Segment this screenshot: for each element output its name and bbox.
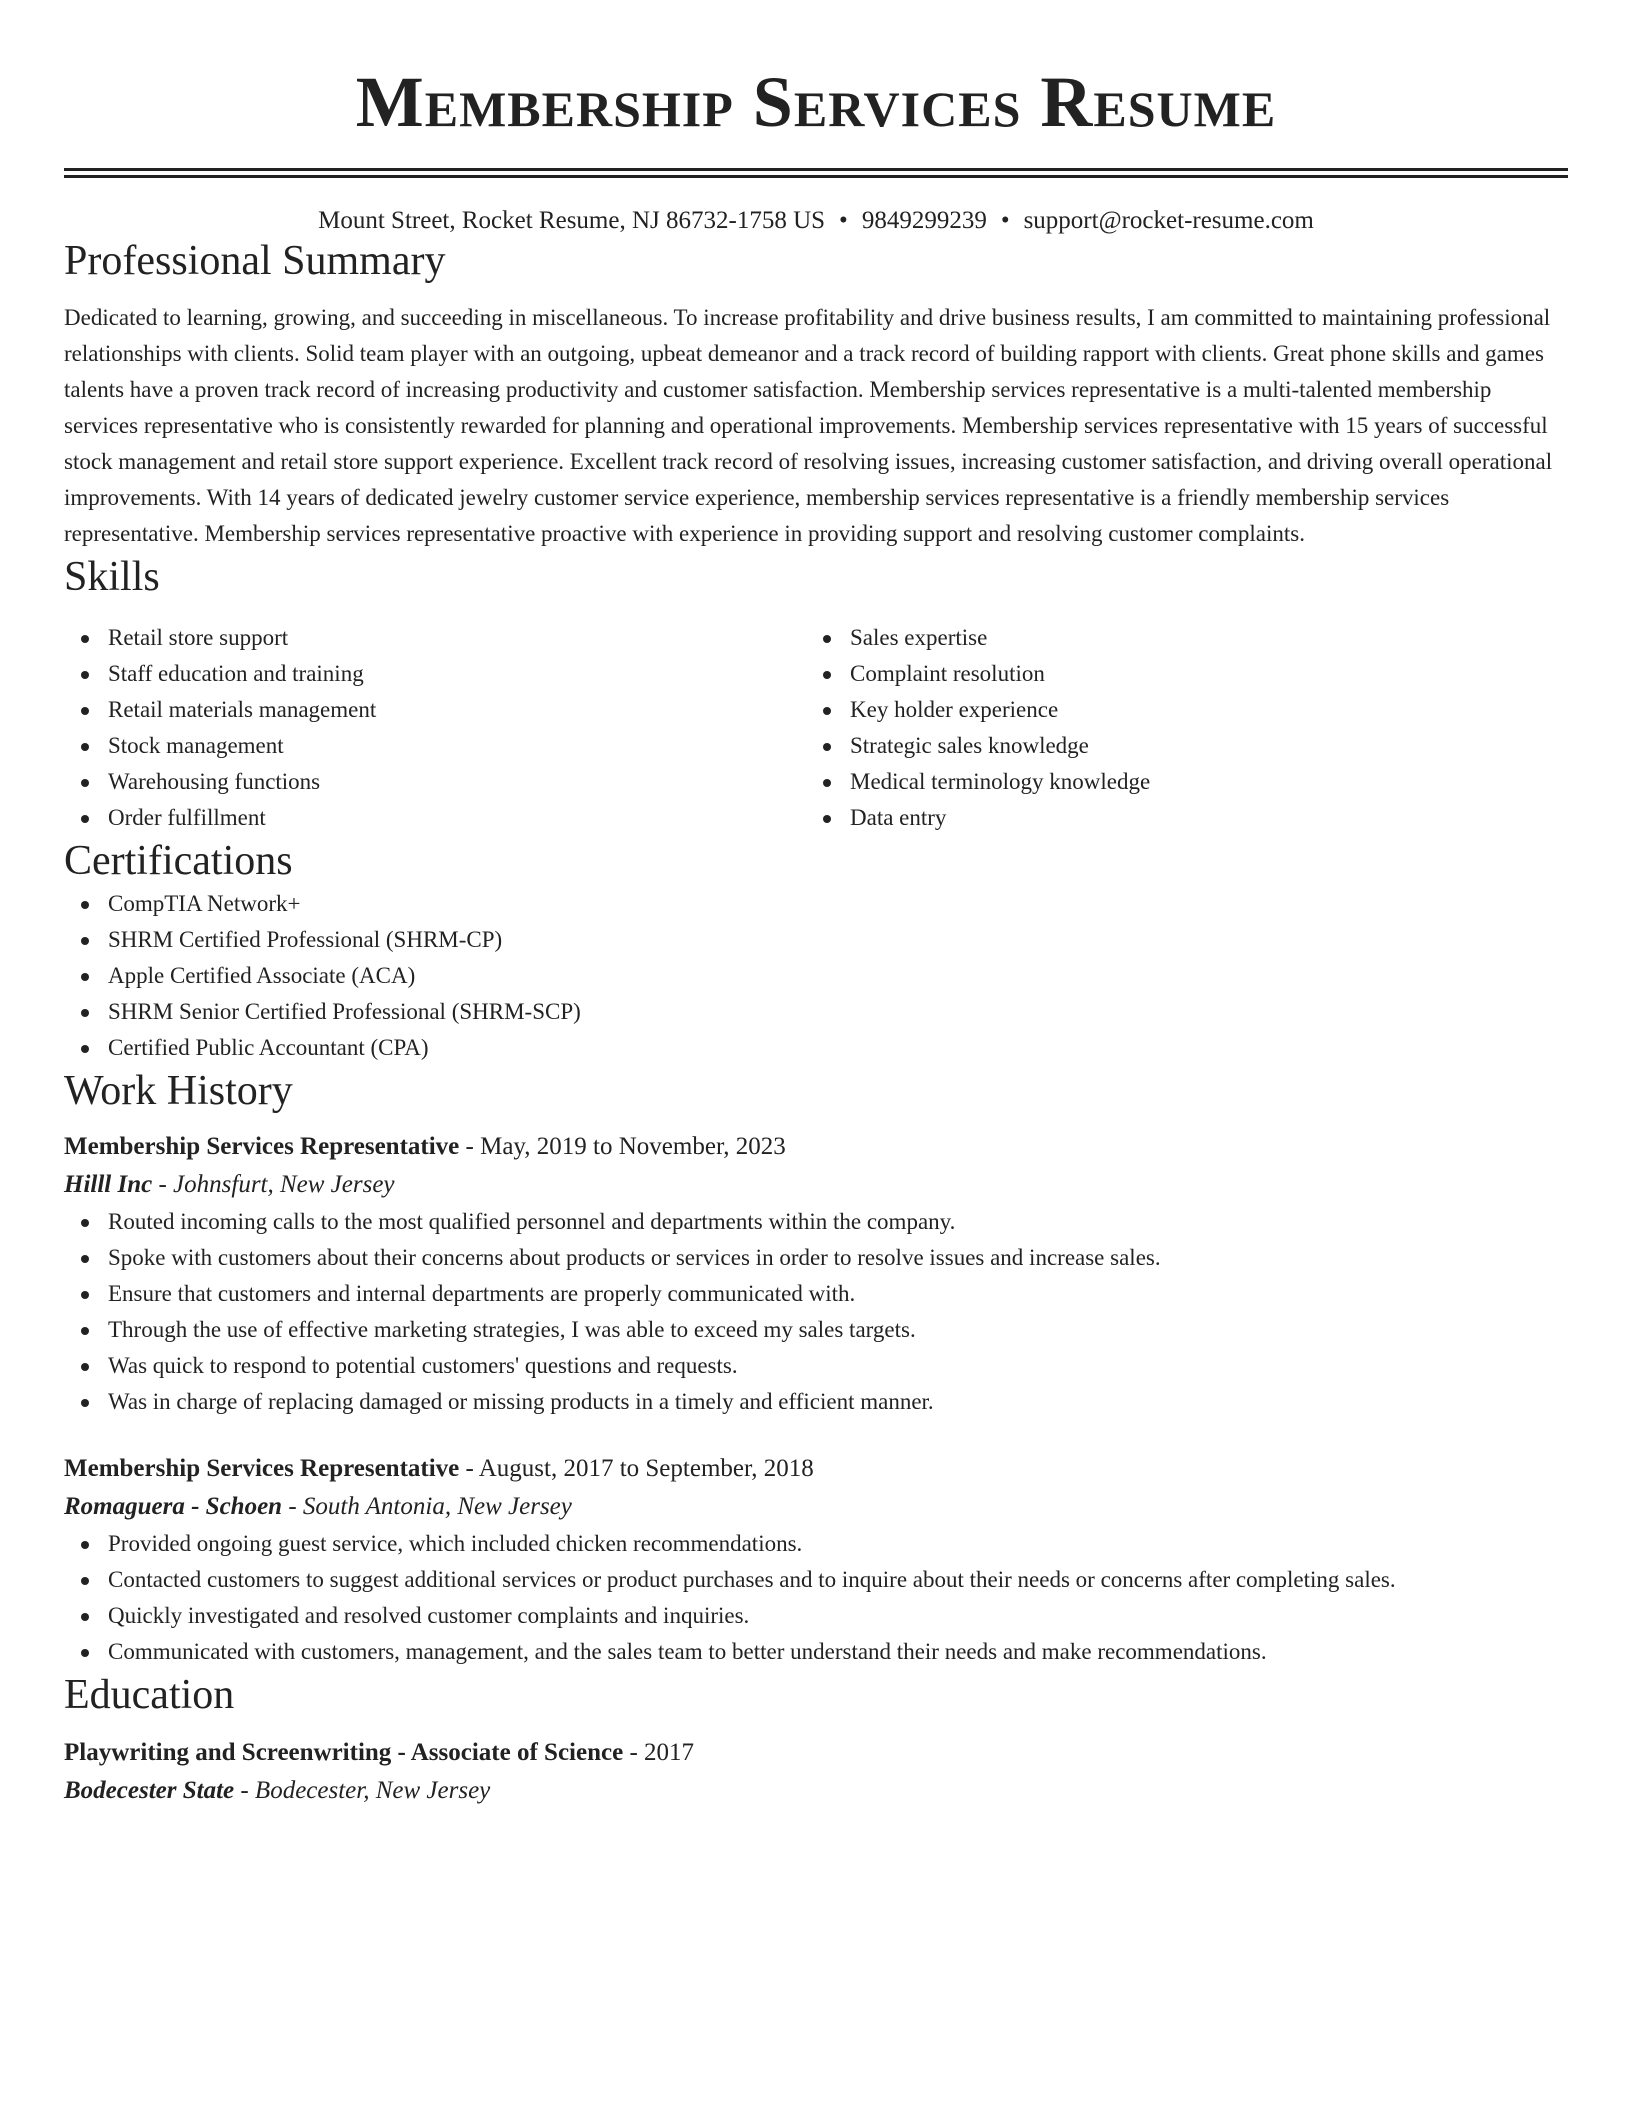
job-company-line (64, 1488, 1568, 1526)
certifications-list (64, 886, 1568, 1066)
certification-item: Certified Public Accountant (CPA) (64, 1030, 1568, 1066)
contact-phone: 9849299239 (861, 207, 987, 234)
skill-item: Sales expertise (806, 620, 1548, 656)
job-company-line (64, 1166, 1568, 1204)
job-duty-item: Through the use of effective marketing strategies, I was able to exceed my sales targets. (64, 1312, 1568, 1348)
job-duties-list (64, 1204, 1568, 1420)
education-degree: Playwriting and Screenwriting - Associate of Science (64, 1739, 624, 1766)
job-duties-list (64, 1526, 1568, 1670)
certification-item: SHRM Certified Professional (SHRM-CP) (64, 922, 1568, 958)
job-duty-item: Quickly investigated and resolved customer complaints and inquiries. (64, 1598, 1568, 1634)
job-title-line (64, 1128, 1568, 1166)
job-title-line (64, 1450, 1568, 1488)
job-duty-item: Spoke with customers about their concerns about products or services in order to resolve issues and increase sales. (64, 1240, 1568, 1276)
summary-heading: Professional Summary (64, 238, 446, 284)
skills-grid (64, 620, 1568, 836)
job-duty-item: Was quick to respond to potential customers' questions and requests. (64, 1348, 1568, 1384)
job-duty-item: Routed incoming calls to the most qualified personnel and departments within the company. (64, 1204, 1568, 1240)
education-school: Bodecester State (64, 1777, 235, 1804)
education-year: - 2017 (623, 1739, 695, 1766)
title-divider (64, 168, 1568, 178)
skill-item: Medical terminology knowledge (806, 764, 1548, 800)
skill-item: Staff education and training (64, 656, 806, 692)
job-duty-item: Contacted customers to suggest additional services or product purchases and to inquire about their needs or concerns after completing sales. (64, 1562, 1568, 1598)
skills-list-right (806, 620, 1548, 836)
education-entry (64, 1734, 1568, 1810)
job-duty-item: Ensure that customers and internal departments are properly communicated with. (64, 1276, 1568, 1312)
job-company: Romaguera - Schoen (64, 1493, 283, 1520)
skill-item: Data entry (806, 800, 1548, 836)
summary-text: Dedicated to learning, growing, and succeeding in miscellaneous. To increase profitability and drive business results, I am committed to maintaining professional relationships with clients. Solid team player with an outgoing, upbeat demeanor and a track record of building rapport with clients. Great phone skills and games talents have a proven track record of increasing productivity and customer satisfaction. Membership services representative is a multi-talented membership services representative who is consistently rewarded for planning and operational improvements. Membership services representative with 15 years of successful stock management and retail store support experience. Excellent track record of resolving issues, increasing customer satisfaction, and driving overall operational improvements. With 14 years of dedicated jewelry customer service experience, membership services representative is a friendly membership services representative. Membership services representative proactive with experience in providing support and resolving customer complaints. (64, 305, 1553, 546)
job-dates: - May, 2019 to November, 2023 (459, 1133, 786, 1160)
skill-item: Retail materials management (64, 692, 806, 728)
job-duty-item: Provided ongoing guest service, which included chicken recommendations. (64, 1526, 1568, 1562)
education-degree-line (64, 1734, 1568, 1772)
certification-item: CompTIA Network+ (64, 886, 1568, 922)
certifications-heading: Certifications (64, 838, 293, 884)
certification-item: Apple Certified Associate (ACA) (64, 958, 1568, 994)
resume-title: Membership Services Resume (355, 62, 1277, 142)
job-title: Membership Services Representative (64, 1133, 460, 1160)
education-heading: Education (64, 1672, 235, 1718)
job-location: - South Antonia, New Jersey (282, 1493, 572, 1520)
contact-email: support@rocket-resume.com (1023, 207, 1314, 234)
skills-column-left (64, 620, 806, 836)
job-dates: - August, 2017 to September, 2018 (459, 1455, 814, 1482)
education-school-line (64, 1772, 1568, 1810)
job-duty-item: Communicated with customers, management, and the sales team to better understand their needs and make recommendations. (64, 1634, 1568, 1670)
skills-heading: Skills (64, 554, 160, 600)
certification-item: SHRM Senior Certified Professional (SHRM-SCP) (64, 994, 1568, 1030)
job-entry (64, 1128, 1568, 1420)
skill-item: Stock management (64, 728, 806, 764)
skills-column-right (806, 620, 1548, 836)
job-entry (64, 1450, 1568, 1670)
skill-item: Strategic sales knowledge (806, 728, 1548, 764)
job-company: Hilll Inc (64, 1171, 153, 1198)
contact-separator: • (839, 207, 848, 234)
skill-item: Order fulfillment (64, 800, 806, 836)
skill-item: Complaint resolution (806, 656, 1548, 692)
contact-separator: • (1000, 207, 1010, 234)
skill-item: Retail store support (64, 620, 806, 656)
skill-item: Warehousing functions (64, 764, 806, 800)
job-location: - Johnsfurt, New Jersey (152, 1171, 395, 1198)
job-title: Membership Services Representative (64, 1455, 460, 1482)
education-location: - Bodecester, New Jersey (234, 1777, 491, 1804)
skill-item: Key holder experience (806, 692, 1548, 728)
job-duty-item: Was in charge of replacing damaged or missing products in a timely and efficient manner. (64, 1384, 1568, 1420)
work-history-heading: Work History (64, 1068, 293, 1114)
skills-list-left (64, 620, 806, 836)
contact-address: Mount Street, Rocket Resume, NJ 86732-1758 US (318, 207, 826, 234)
contact-line (64, 206, 1568, 236)
